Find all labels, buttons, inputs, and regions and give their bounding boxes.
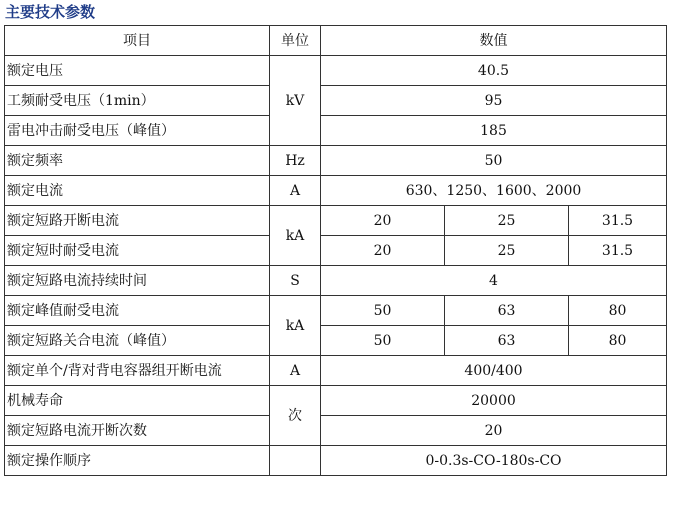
row-value: 31.5	[569, 236, 667, 266]
header-item: 项目	[5, 26, 270, 56]
row-unit: A	[270, 356, 321, 386]
row-value: 4	[321, 266, 667, 296]
table-row	[5, 416, 667, 446]
table-row	[5, 386, 667, 416]
row-value: 630、1250、1600、2000	[321, 176, 667, 206]
row-name: 额定电流	[5, 176, 270, 206]
table-header-row	[5, 26, 667, 56]
row-value: 50	[321, 326, 445, 356]
row-name: 额定短路电流持续时间	[5, 266, 270, 296]
row-value: 63	[445, 296, 569, 326]
row-value: 31.5	[569, 206, 667, 236]
table-row	[5, 446, 667, 476]
row-unit: S	[270, 266, 321, 296]
row-value: 80	[569, 296, 667, 326]
table-row	[5, 356, 667, 386]
row-value: 0-0.3s-CO-180s-CO	[321, 446, 667, 476]
table-row	[5, 296, 667, 326]
row-name: 额定峰值耐受电流	[5, 296, 270, 326]
row-value: 50	[321, 296, 445, 326]
row-value: 20000	[321, 386, 667, 416]
spec-table	[4, 25, 667, 476]
row-name: 额定操作顺序	[5, 446, 270, 476]
row-name: 额定电压	[5, 56, 270, 86]
row-name: 额定短时耐受电流	[5, 236, 270, 266]
header-value: 数值	[321, 26, 667, 56]
row-name: 雷电冲击耐受电压（峰值）	[5, 116, 270, 146]
row-value: 20	[321, 206, 445, 236]
row-unit: Hz	[270, 146, 321, 176]
table-row	[5, 146, 667, 176]
row-value: 20	[321, 236, 445, 266]
row-value: 95	[321, 86, 667, 116]
row-name: 额定短路开断电流	[5, 206, 270, 236]
row-value: 185	[321, 116, 667, 146]
row-unit: 次	[270, 386, 321, 446]
row-value: 80	[569, 326, 667, 356]
row-unit: kV	[270, 56, 321, 146]
row-name: 额定短路电流开断次数	[5, 416, 270, 446]
row-value: 400/400	[321, 356, 667, 386]
row-name: 额定频率	[5, 146, 270, 176]
row-value: 25	[445, 236, 569, 266]
table-row	[5, 86, 667, 116]
row-value: 20	[321, 416, 667, 446]
row-name: 机械寿命	[5, 386, 270, 416]
table-row	[5, 326, 667, 356]
table-row	[5, 176, 667, 206]
table-row	[5, 266, 667, 296]
page-title: 主要技术参数	[5, 3, 96, 21]
table-row	[5, 206, 667, 236]
row-value: 40.5	[321, 56, 667, 86]
row-unit: kA	[270, 296, 321, 356]
header-unit: 单位	[270, 26, 321, 56]
row-value: 63	[445, 326, 569, 356]
row-unit: kA	[270, 206, 321, 266]
row-unit: A	[270, 176, 321, 206]
row-value: 25	[445, 206, 569, 236]
table-row	[5, 236, 667, 266]
table-row	[5, 56, 667, 86]
row-name: 额定单个/背对背电容器组开断电流	[5, 356, 270, 386]
row-unit	[270, 446, 321, 476]
row-name: 额定短路关合电流（峰值）	[5, 326, 270, 356]
row-value: 50	[321, 146, 667, 176]
row-name: 工频耐受电压（1min）	[5, 86, 270, 116]
table-row	[5, 116, 667, 146]
